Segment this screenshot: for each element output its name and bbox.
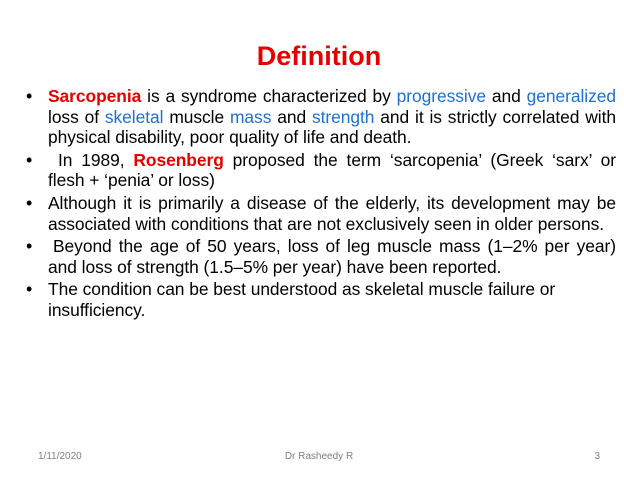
footer-author: Dr Rasheedy R <box>284 451 354 462</box>
text-run: proposed the term ‘sarcopenia’ (Greek ‘sarx’ or flesh + ‘penia’ or loss) <box>48 149 616 191</box>
term-generalized: generalized <box>526 86 616 106</box>
text-run: muscle <box>163 106 230 127</box>
term-progressive: progressive <box>396 86 486 106</box>
text-run: Beyond the age of 50 years, loss of leg muscle mass (1–2% per year) and loss of strength (1.5–5% per year) have been reported. <box>48 236 616 277</box>
text-run: loss of <box>48 106 105 127</box>
term-skeletal: skeletal <box>104 106 164 127</box>
text-run: Although it is primarily a disease of the elderly, its development may be associated with conditions that are not exclusively seen in older persons. <box>48 192 616 234</box>
bullet-marker: • <box>26 192 33 213</box>
bullet-item <box>26 150 616 191</box>
term-mass: mass <box>229 106 272 127</box>
bullet-text <box>48 236 616 277</box>
bullet-marker: • <box>26 86 33 106</box>
bullet-text <box>48 150 616 191</box>
bullet-text <box>48 86 616 148</box>
term-rosenberg: Rosenberg <box>133 149 224 170</box>
text-run: In 1989, <box>58 149 134 170</box>
bullet-marker: • <box>26 149 33 170</box>
bullet-item <box>26 193 616 234</box>
bullet-item <box>26 236 616 277</box>
term-strength: strength <box>311 106 375 127</box>
text-run: and <box>271 106 312 127</box>
bullet-list <box>26 86 616 323</box>
text-run: and <box>485 86 527 106</box>
bullet-item <box>26 86 616 148</box>
text-run: and it is strictly correlated with physical disability, poor quality of life and death. <box>48 106 616 148</box>
footer-page-number: 3 <box>594 451 600 462</box>
text-run: The condition can be best understood as skeletal muscle failure or insufficiency. <box>48 279 556 320</box>
text-run: is a syndrome characterized by <box>141 86 397 106</box>
term-sarcopenia: Sarcopenia <box>48 86 142 106</box>
bullet-text <box>48 279 616 320</box>
bullet-marker: • <box>26 236 33 257</box>
bullet-text <box>48 193 616 234</box>
slide-title: Definition <box>256 41 382 71</box>
bullet-item <box>26 279 616 320</box>
footer-date: 1/11/2020 <box>38 451 82 462</box>
bullet-marker: • <box>26 279 33 300</box>
